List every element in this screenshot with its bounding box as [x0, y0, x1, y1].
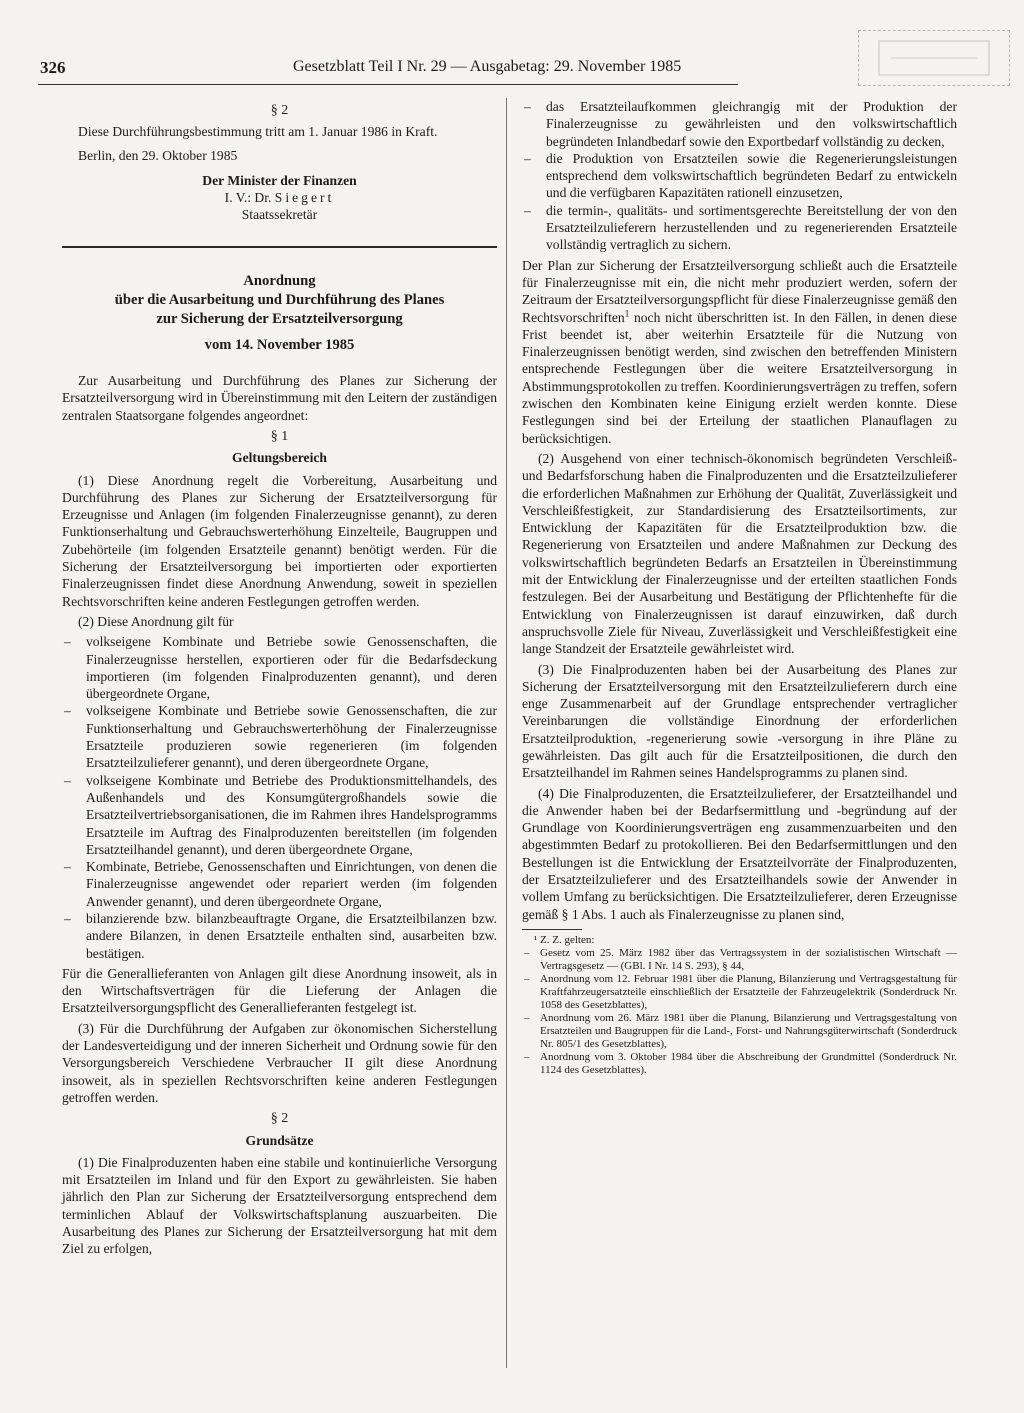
list-item: – Anordnung vom 3. Oktober 1984 über die Abschreibung der Grundmittel (Sonderdruck Nr. 1124 des Gesetzblattes). — [522, 1051, 957, 1077]
s1-scope-list — [62, 633, 497, 962]
section-2-title: Grundsätze — [245, 1132, 314, 1148]
signatory-prefix: I. V.: Dr. — [224, 190, 272, 206]
right-column — [522, 98, 957, 1388]
s2-paragraph-2: (2) Ausgehend von einer technisch-ökonomisch begründeten Verschleiß- und Bedarfsforschung haben die Finalproduzenten und die Ersatzteilzulieferer die erforderlichen Maßnahmen zur Erhöhung der Qualität, Zuverlässigkeit und Verschleißfestigkeit, zur Standardisierung des Ersatzteilsortiments, zur Entwicklung der Kapazitäten für die Ersatzteilproduktion bzw. die Regenerierung von Ersatzteilen und andere Maßnahmen zur Deckung des volkswirtschaftlich begründeten Bedarfs an Ersatzteilen in Übereinstimmung mit der Entwicklung der Finalerzeugnisse und der erteilten staatlichen Fonds festzulegen. Bei der Ausarbeitung und Bestätigung der Pflichtenhefte für die Entwicklung von Finalerzeugnissen ist darauf einzuwirken, daß durch anspruchsvolle Ziele für Niveau, Zuverlässigkeit und Verschleißfestigkeit eine lange Standzeit der Ersatzteile gewährleistet wird. — [522, 450, 957, 657]
page-header — [38, 58, 738, 85]
signatory-role: Staatssekretär — [241, 207, 318, 223]
list-item: – Anordnung vom 12. Februar 1981 über die Planung, Bilanzierung und Vertragsgestaltung für Kraftfahrzeugersatzteile einschließlich der Ersatzteile der Fahrzeugelektrik (Sonderdruck Nr. 1058 des Gesetzblattes), — [522, 973, 957, 1012]
list-item: – das Ersatzteilaufkommen gleichrangig mit der Produktion der Finalerzeugnisse zu gewährleisten und den volkswirtschaftlich begründeten Inlandbedarf sowie den Exportbedarf vollständig zu decken, — [522, 98, 957, 150]
list-item: – die termin-, qualitäts- und sortimentsgerechte Bereitstellung der von den Ersatzteilzulieferern herzustellenden und zu regenerierenden Ersatzteile vollständig vertraglich zu sichern. — [522, 202, 957, 254]
place-date: Berlin, den 29. Oktober 1985 — [78, 147, 238, 163]
prev-section-number: § 2 — [270, 103, 289, 118]
column-divider — [506, 98, 507, 1368]
left-column — [62, 98, 497, 1388]
s2-paragraph-1-tail-a: Der Plan zur Sicherung der Ersatzteilversorgung schließt auch die Ersatzteile für Finalerzeugnisse mit ein, die nicht mehr produziert werden, sofern der Zeitraum der Ersatzteilversorgungspflicht für diese Finalerzeugnisse gemäß den Rechtsvorschriften — [522, 257, 957, 325]
section-2-number: § 2 — [270, 1111, 289, 1127]
section-1-number: § 1 — [270, 428, 289, 444]
s1-paragraph-3: (3) Für die Durchführung der Aufgaben zur ökonomischen Sicherstellung der Landesverteidigung und der inneren Sicherheit und Ordnung sowie für den Versorgungsbereich Verschiedene Verbraucher II gilt diese Anordnung insoweit, als in speziellen Rechtsvorschriften keine anderen Festlegungen getroffen werden. — [62, 1020, 497, 1105]
minister-title: Der Minister der Finanzen — [202, 172, 357, 188]
footnote-list — [522, 947, 957, 1077]
section-1-title: Geltungsbereich — [232, 450, 327, 466]
effective-date-paragraph: Diese Durchführungsbestimmung tritt am 1. Januar 1986 in Kraft. — [78, 124, 438, 140]
ordinance-title-line-3: zur Sicherung der Ersatzteilversorgung — [156, 310, 403, 327]
signatory-name: Siegert — [274, 190, 335, 206]
list-item: – Gesetz vom 25. März 1982 über das Vertragssystem in der sozialistischen Wirtschaft — Vertragsgesetz — (GBl. I Nr. 14 S. 293), § 44, — [522, 947, 957, 973]
s2-paragraph-1-tail-b: noch nicht überschritten ist. In den Fällen, in denen diese Frist beendet ist, aber weiterhin Ersatzteile für die Nutzung von Finalerzeugnissen benötigt werden, sind zwischen den betreffenden Ministern entsprechende Festlegungen über die weitere Ersatzteilversorgung in Abstimmungsprotokollen zu treffen. Koordinierungsverträgen zu treffen, sofern zwischen den Kombinaten keine Einigung erzielt werden konnte. Diese Festlegungen sind bei der Erteilung der staatlichen Planauflagen zu berücksichtigen. — [522, 309, 957, 446]
footnotes — [522, 934, 957, 1077]
list-item: – volkseigene Kombinate und Betriebe sowie Genossenschaften, die Finalerzeugnisse herstellen, exportieren oder für die Bedarfsdeckung importieren (im folgenden Finalproduzenten genannt), und deren übergeordnete Organe, — [62, 633, 497, 702]
footnote-reference: 1 — [624, 308, 630, 319]
s2-paragraph-1-start: (1) Die Finalproduzenten haben eine stabile und kontinuierliche Versorgung mit Ersatzteilen im Inland und für den Export zu gewährleisten. Sie haben jährlich den Plan zur Sicherung der Ersatzteilversorgung entsprechend dem terminlichen Ablauf der Volkswirtschaftsplanung auszuarbeiten. Die Ausarbeitung des Planes zur Sicherung der Ersatzteilversorgung hat mit dem Ziel zu erfolgen, — [62, 1154, 497, 1257]
running-head: Gesetzblatt Teil I Nr. 29 — Ausgabetag: 29. November 1985 — [293, 58, 682, 75]
list-item: – volkseigene Kombinate und Betriebe sowie Genossenschaften, die zur Funktionserhaltung und Gebrauchswerterhöhung der Finalerzeugnisse Ersatzteile produzieren sowie regenerieren (im folgenden Ersatzteilzulieferer genannt), und deren übergeordnete Organe, — [62, 702, 497, 771]
s1-paragraph-2-tail: Für die Generallieferanten von Anlagen gilt diese Anordnung insoweit, als in den Wirtschaftsverträgen für die Lieferung der Anlagen die Ersatzteilversorgungspflicht des Generallieferanten festgelegt ist. — [62, 965, 497, 1016]
s2-paragraph-4: (4) Die Finalproduzenten, die Ersatzteilzulieferer, der Ersatzteilhandel und die Anwender haben bei der Bedarfsermittlung und -begründung auf der Grundlage von Koordinierungsverträgen eng zusammenzuarbeiten und den abgestimmten Bedarf zu protokollieren. Bei den Bedarfsermittlungen und den Bestellungen ist die Entwicklung der Ersatzteilvorräte der Finalproduzenten, der Ersatzteilzulieferer und des Ersatzteilhandels sowie der Anwender in vollem Umfang zu berücksichtigen. Die Ersatzteilzulieferer, deren Erzeugnisse gemäß § 1 Abs. 1 auch als Finalerzeugnisse zu planen sind, — [522, 785, 957, 922]
signature-block — [62, 172, 497, 224]
s1-paragraph-1: (1) Diese Anordnung regelt die Vorbereitung, Ausarbeitung und Durchführung des Planes zur Sicherung der Ersatzteilversorgung für Erzeugnisse und Anlagen (im folgenden Finalerzeugnisse genannt), zu deren Funktionserhaltung und Gebrauchswerterhöhung Einzelteile, Baugruppen und Zubehörteile (im folgenden Ersatzteile genannt) benötigt werden. Für die Sicherung der Ersatzteilversorgung bei importierten oder exportierten Finalerzeugnissen findet diese Anordnung Anwendung, soweit in speziellen Rechtsvorschriften keine anderen Festlegungen getroffen werden. — [62, 472, 497, 609]
section-rule — [62, 246, 497, 248]
s2-paragraph-1-tail — [522, 257, 957, 447]
list-item: – die Produktion von Ersatzteilen sowie die Regenerierungsleistungen entsprechend dem volkswirtschaftlich begründeten Bedarf zu entwickeln und die verfügbaren Kapazitäten rationell einzusetzen, — [522, 150, 957, 202]
ordinance-title-line-1: Anordnung — [243, 272, 316, 289]
s1-paragraph-2-intro: (2) Diese Anordnung gilt für — [78, 613, 234, 629]
list-item: – Anordnung vom 26. März 1981 über die Planung, Bilanzierung und Vertragsgestaltung von Ersatzteilen und Baugruppen für die Land-, Forst- und Nahrungsgüterwirtschaft (Sonderdruck Nr. 805/1 des Gesetzblattes), — [522, 1012, 957, 1051]
s2-goal-list — [522, 98, 957, 254]
stamp-mark-icon — [859, 31, 1009, 85]
page-number: 326 — [40, 58, 66, 77]
footnote-lead: ¹ Z. Z. gelten: — [534, 933, 595, 946]
signatory-line — [62, 189, 497, 206]
preamble: Zur Ausarbeitung und Durchführung des Planes zur Sicherung der Ersatzteilversorgung wird in Übereinstimmung mit den Leitern der zuständigen zentralen Staatsorgane folgendes angeordnet: — [62, 373, 497, 423]
list-item: – bilanzierende bzw. bilanzbeauftragte Organe, die Ersatzteilbilanzen bzw. andere Bilanzen, in denen Ersatzteile enthalten sind, ausarbeiten bzw. bestätigen. — [62, 910, 497, 962]
library-stamp-icon — [858, 30, 1010, 86]
list-item: – Kombinate, Betriebe, Genossenschaften und Einrichtungen, von denen die Finalerzeugnisse angewendet oder repariert werden (im folgenden Anwender genannt), und deren übergeordnete Organe, — [62, 858, 497, 910]
ordinance-title — [62, 272, 497, 329]
list-item: – volkseigene Kombinate und Betriebe des Produktionsmittelhandels, des Außenhandels und des Konsumgütergroßhandels sowie die Ersatzteilvertriebsorganisationen, die im Rahmen ihres Handelsprogramms Ersatzteile im Auftrag des Finalproduzenten bereitstellen (im folgenden Ersatzteilhandel genannt), und deren übergeordnete Organe, — [62, 772, 497, 858]
footnote-rule — [522, 929, 582, 930]
s2-paragraph-3: (3) Die Finalproduzenten haben bei der Ausarbeitung des Planes zur Sicherung der Ersatzteilversorgung mit den Ersatzteilzulieferern durch eine enge Zusammenarbeit auf der Grundlage entsprechender vertraglicher Vereinbarungen die vollständige Einordnung der erforderlichen Ersatzteilproduktion, -regenerierung sowie -versorgung in ihre Pläne zu gewährleisten. Das gilt auch für die Ersatzteilpositionen, die durch den Ersatzteilhandel im Rahmen seines Handelsprogramms zu planen sind. — [522, 661, 957, 781]
ordinance-date: vom 14. November 1985 — [204, 336, 355, 353]
ordinance-title-line-2: über die Ausarbeitung und Durchführung des Planes — [114, 291, 445, 308]
